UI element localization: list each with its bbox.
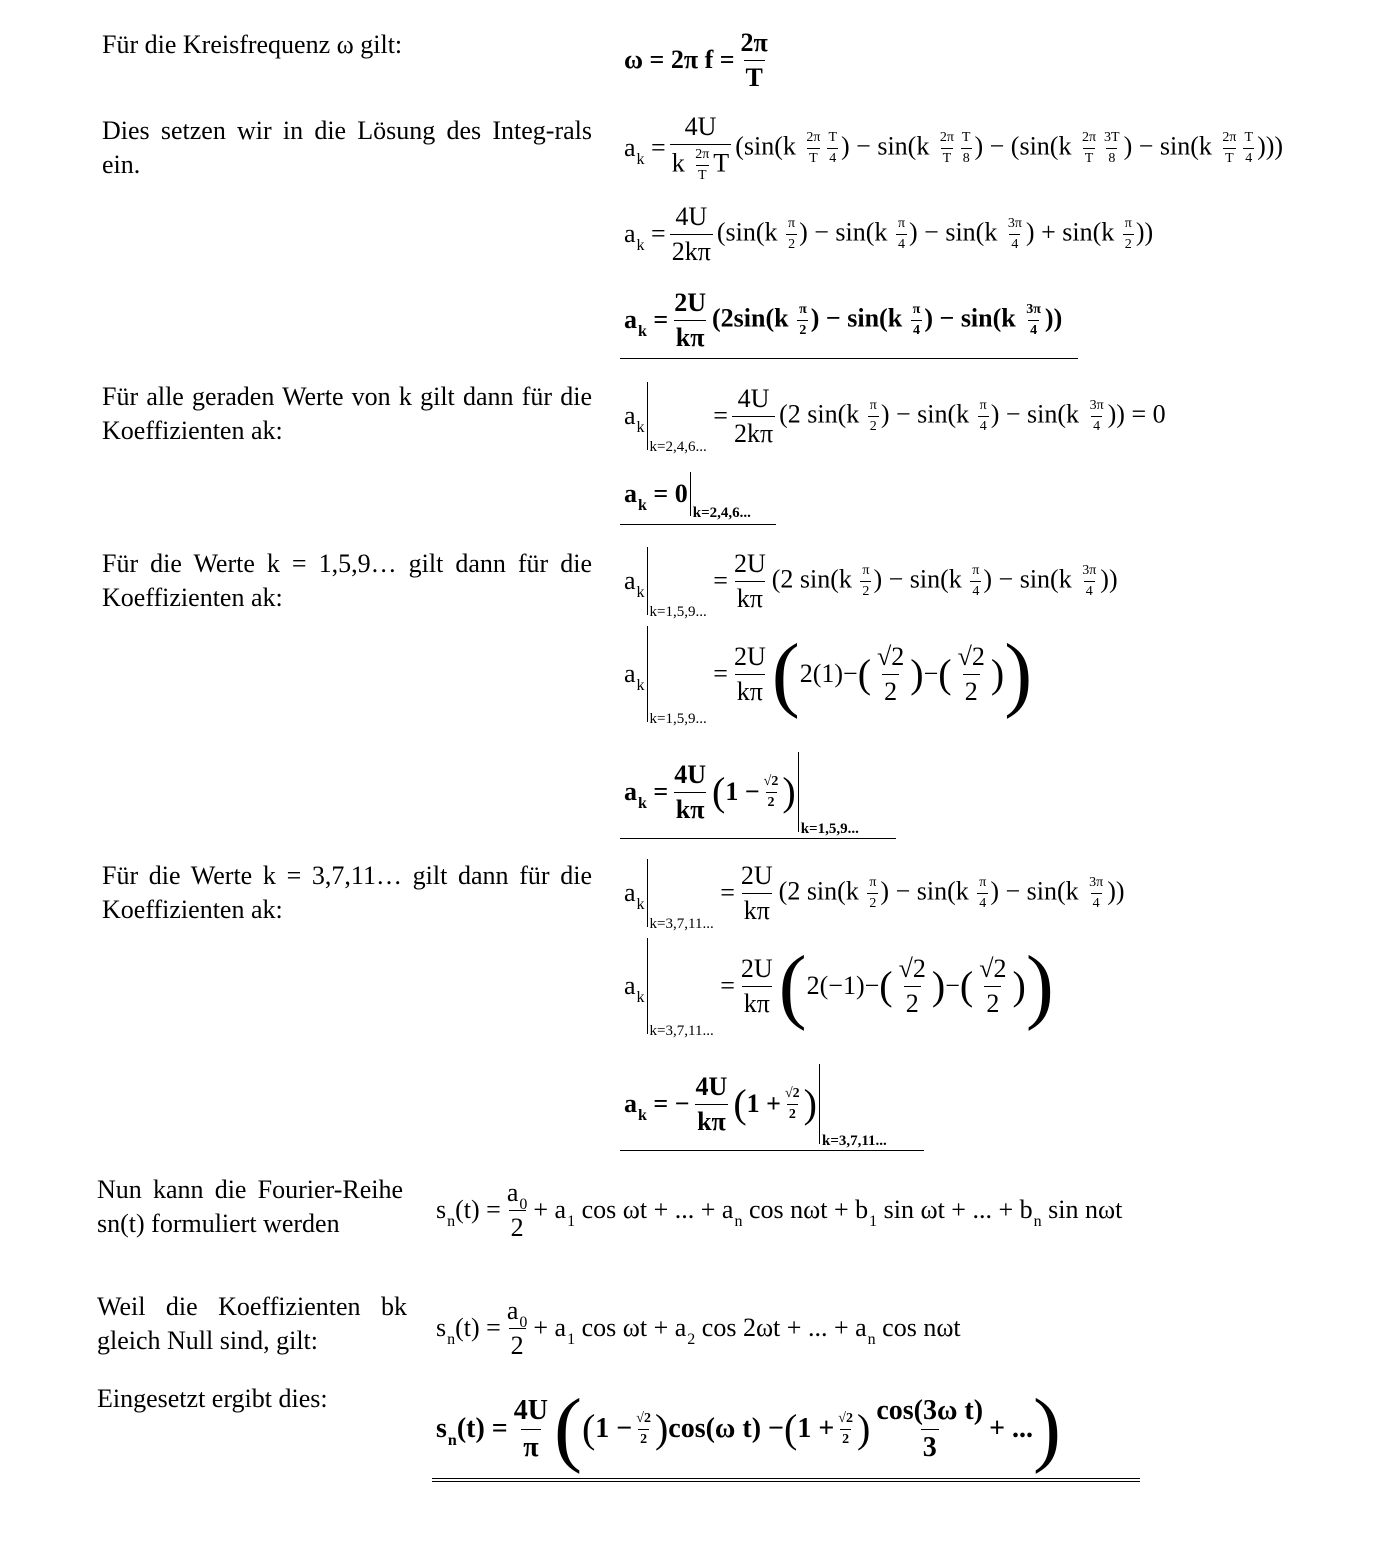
equation-ak-3-7-11-result: $a_k$ = − $\frac{4U}{k\pi}$ ( 1 + $\frac{√2}{2}$ ) k=3,7,11... [624, 1064, 887, 1144]
equation-ak-result: $a_k$ = $\frac{2U}{k\pi}$ (2sin(k $\frac{\pi}{2}$ ) − sin(k $\frac{\pi}{4}$ ) − sin(k $\frac{3\pi}{4}$ )) [624, 287, 1063, 352]
underline-ak-even-result [620, 524, 776, 525]
text-eingesetzt: Eingesetzt ergibt dies: [97, 1384, 328, 1413]
text-werte-1-5-9: Für die Werte k = 1,5,9… gilt dann für die Koeffizienten ak: [102, 549, 592, 612]
equation-ak-1-5-9-values: $a_k$ k=1,5,9... = $\frac{2U}{k\pi}$ ( 2(1)− ( $\frac{√2}{2}$ ) − ( $\frac{√2}{2}$ ) ) [624, 627, 1033, 727]
text-koeffizienten-bk: Weil die Koeffizienten bk gleich Null sind, gilt: [97, 1292, 407, 1355]
equation-ak-integral: $a_k$ = 4U k $\frac{2\pi}{T}$ T (sin(k $\frac{2\pi}{T}$ $\frac{T}{4}$ ) − sin(k $\frac{2\pi}{T}$ $\frac{T}{8}$ ) − (sin(k $\frac{2\pi}{T}$ $\frac{3T}{8}$ ) − sin(k $\frac{2\pi}{T}$ $\frac{T}{4}$ ))) [624, 112, 1284, 183]
equation-ak-even-result: $a_k = 0$ k=2,4,6... [624, 472, 751, 516]
equation-fourier-series: $s_n(t)$ = $\frac{a_0}{2}$ + $a_1$ cos ωt + ... + $a_n$ $\cos n\omega t + b_1$ sin ωt + ... + $b_n$ sin nωt [436, 1177, 1123, 1242]
underline-ak-3-7-11-result [620, 1150, 924, 1151]
equation-fourier-cos-series: $s_n(t)$ = $\frac{a_0}{2}$ + $a_1$ $\cos \omega t + a_2$ cos 2ωt + ... + $a_n$ cos nωt [436, 1295, 961, 1360]
underline-ak-1-5-9-result [620, 838, 896, 839]
double-underline-final-result [432, 1478, 1140, 1482]
text-kreisfrequenz: Für die Kreisfrequenz ω gilt: [102, 30, 403, 59]
equation-final-result: $s_n(t)$ = $\frac{4U}{\pi}$ ( ( 1 − $\frac{√2}{2}$ ) cos(ω t) − ( 1 + $\frac{√2}{2}$ ) $\frac{\text{cos(3ω t)}}{3}$ + ... ) [436, 1382, 1062, 1475]
equation-ak-3-7-11: $a_k$ k=3,7,11... = $\frac{2U}{k\pi}$ (2 sin(k $\frac{\pi}{2}$ ) − sin(k $\frac{\pi}{4}$ ) − sin(k $\frac{3\pi}{4}$ )) [624, 860, 1125, 932]
equation-ak-1-5-9-result: $a_k$ = $\frac{4U}{k\pi}$ ( 1 − $\frac{√2}{2}$ ) k=1,5,9... [624, 752, 859, 832]
equation-ak-1-5-9: $a_k$ k=1,5,9... = $\frac{2U}{k\pi}$ (2 sin(k $\frac{\pi}{2}$ ) − sin(k $\frac{\pi}{4}$ ) − sin(k $\frac{3\pi}{4}$ )) [624, 548, 1118, 620]
text-werte-3-7-11: Für die Werte k = 3,7,11… gilt dann für die Koeffizienten ak: [102, 861, 592, 924]
text-gerade-werte: Für alle geraden Werte von k gilt dann für die Koeffizienten ak: [102, 382, 592, 445]
text-fourier-reihe: Nun kann die Fourier-Reihe sn(t) formuliert werden [97, 1175, 403, 1238]
equation-ak-3-7-11-values: $a_k$ k=3,7,11... = $\frac{2U}{k\pi}$ ( 2(−1)− ( $\frac{√2}{2}$ ) − ( $\frac{√2}{2}$ ) ) [624, 939, 1054, 1039]
text-einsetzen: Dies setzen wir in die Lösung des Integ-rals ein. [102, 116, 592, 179]
equation-omega: ω = 2π f = $\frac{2\pi}{T}$ [624, 27, 768, 92]
equation-ak-simplified: $a_k$ = $\frac{4U}{2k\pi}$ (sin(k $\frac{\pi}{2}$ ) − sin(k $\frac{\pi}{4}$ ) − sin(k $\frac{3\pi}{4}$ ) + sin(k $\frac{\pi}{2}$ )) [624, 201, 1154, 266]
underline-ak-result [620, 358, 1078, 359]
equation-ak-even: $a_k$ k=2,4,6... = $\frac{4U}{2k\pi}$ (2 sin(k $\frac{\pi}{2}$ ) − sin(k $\frac{\pi}{4}$ ) − sin(k $\frac{3\pi}{4}$ )) = 0 [624, 383, 1166, 455]
